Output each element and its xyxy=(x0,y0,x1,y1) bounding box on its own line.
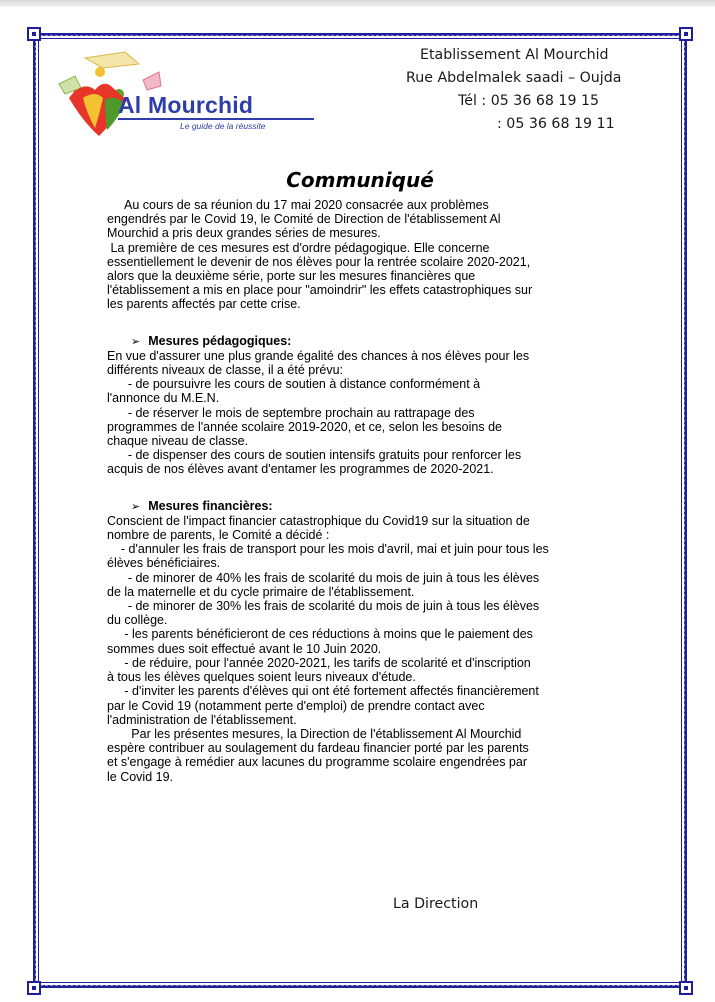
logo-underline xyxy=(118,118,314,120)
text-line: Conscient de l'impact financier catastrophique du Covid19 sur la situation de xyxy=(107,513,530,528)
corner-ornament-top-left xyxy=(27,27,41,41)
phone-line: Tél : 05 36 68 19 15 xyxy=(458,93,600,109)
text-line: et s'engage à remédier aux lacunes du programme scolaire engendrées par xyxy=(107,755,527,770)
title-text: Communiqué xyxy=(286,168,434,192)
text-line: à tous les élèves quelques soient leurs niveaux d'étude. xyxy=(107,670,416,685)
section-heading-text: Mesures financières: xyxy=(148,498,273,513)
corner-ornament-bottom-right xyxy=(679,981,693,995)
section-heading-text: Mesures pédagogiques: xyxy=(148,333,292,348)
document-title xyxy=(0,168,715,192)
section-pedagogique xyxy=(107,334,627,477)
text-line: Par les présentes mesures, la Direction de l'établissement Al Mourchid xyxy=(107,726,522,741)
document-body xyxy=(107,198,627,784)
text-line: nombre de parents, le Comité a décidé : xyxy=(107,528,330,543)
intro-paragraph xyxy=(107,198,627,312)
spacer xyxy=(107,477,627,491)
address-line: Etablissement Al Mourchid xyxy=(420,47,609,63)
text-line: acquis de nos élèves avant d'entamer les programmes de 2020-2021. xyxy=(107,462,494,477)
corner-ornament-top-right xyxy=(679,27,693,41)
text-line: de la maternelle et du cycle primaire de l'établissement. xyxy=(107,584,415,599)
text-line: - de minorer de 40% les frais de scolarité du mois de juin à tous les élèves xyxy=(107,570,540,585)
text-line: l'administration de l'établissement. xyxy=(107,712,297,727)
section-heading xyxy=(107,499,627,514)
viewer-top-bar xyxy=(0,0,715,7)
text-line: chaque niveau de classe. xyxy=(107,434,249,449)
address-block xyxy=(400,44,650,136)
section-financiere xyxy=(107,499,627,784)
text-line: espère contribuer au soulagement du fardeau financier porté par les parents xyxy=(107,741,529,756)
text-line: - de dispenser des cours de soutien intensifs gratuits pour renforcer les xyxy=(107,448,522,463)
text-line: engendrés par le Covid 19, le Comité de Direction de l'établissement Al xyxy=(107,212,501,227)
text-line: Au cours de sa réunion du 17 mai 2020 consacrée aux problèmes xyxy=(124,198,489,212)
text-line: le Covid 19. xyxy=(107,769,174,784)
text-line: - d'inviter les parents d'élèves qui ont été fortement affectés financièrement xyxy=(107,684,539,699)
text-line: - de minorer de 30% les frais de scolarité du mois de juin à tous les élèves xyxy=(107,599,540,614)
address-line: Rue Abdelmalek saadi – Oujda xyxy=(406,70,622,86)
spacer xyxy=(107,326,627,334)
text-line: - de réduire, pour l'année 2020-2021, les tarifs de scolarité et d'inscription xyxy=(107,655,531,670)
logo-wordmark: Al Mourchid xyxy=(118,92,254,118)
text-line: Mourchid a pris deux grandes séries de mesures. xyxy=(107,226,381,241)
text-line: - de réserver le mois de septembre prochain au rattrapage des xyxy=(107,405,475,420)
bullet-arrow-icon: ➢ xyxy=(131,500,141,513)
text-line: l'établissement a mis en place pour "amoindrir" les effets catastrophiques sur xyxy=(107,283,533,298)
text-line: par le Covid 19 (notamment perte d'emploi) de prendre contact avec xyxy=(107,698,485,713)
spacer xyxy=(107,312,627,326)
text-line: alors que la deuxième série, porte sur les mesures financières que xyxy=(107,269,476,284)
section-heading xyxy=(107,334,627,349)
text-line: programmes de l'année scolaire 2019-2020, et ce, selon les besoins de xyxy=(107,419,502,434)
text-line: - les parents bénéficieront de ces réductions à moins que le paiement des xyxy=(107,627,533,642)
text-line: En vue d'assurer une plus grande égalité des chances à nos élèves pour les xyxy=(107,348,530,363)
signature: La Direction xyxy=(393,896,479,912)
text-line: - d'annuler les frais de transport pour les mois d'avril, mai et juin pour tous les xyxy=(107,542,549,557)
corner-ornament-bottom-left xyxy=(27,981,41,995)
phone-line: : 05 36 68 19 11 xyxy=(497,116,615,132)
bullet-arrow-icon: ➢ xyxy=(131,335,141,348)
logo-tagline: Le guide de la réussite xyxy=(180,121,266,131)
text-line: essentiellement le devenir de nos élèves pour la rentrée scolaire 2020-2021, xyxy=(107,254,531,269)
text-line: sommes dues soit effectué avant le 10 Juin 2020. xyxy=(107,641,382,656)
spacer xyxy=(107,491,627,499)
text-line: les parents affectés par cette crise. xyxy=(107,297,301,312)
text-line: du collège. xyxy=(107,613,168,628)
text-line: différents niveaux de classe, il a été prévu: xyxy=(107,363,344,378)
text-line: - de poursuivre les cours de soutien à distance conformément à xyxy=(107,377,481,392)
text-line: élèves bénéficiaires. xyxy=(107,556,221,571)
text-line: La première de ces mesures est d'ordre pédagogique. Elle concerne xyxy=(107,240,490,255)
text-line: l'annonce du M.E.N. xyxy=(107,391,220,406)
